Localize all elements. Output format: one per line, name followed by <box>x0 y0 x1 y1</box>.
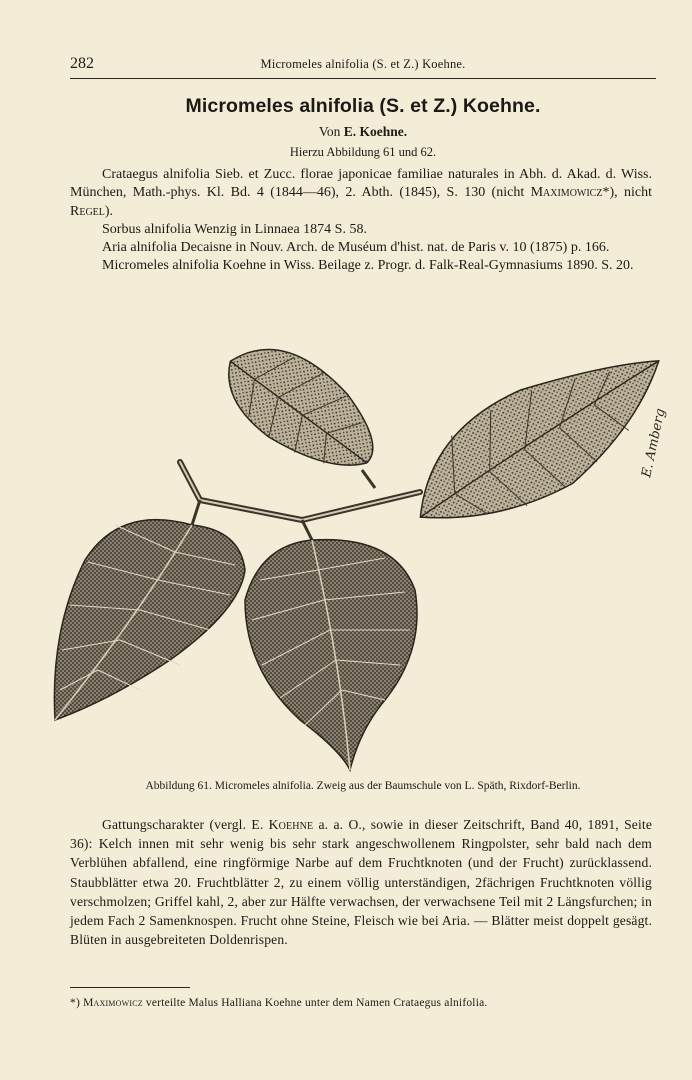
author-small-caps: Maximowicz <box>83 997 143 1009</box>
section-lead: Gattungscharakter <box>102 817 205 832</box>
figure-reference: Hierzu Abbildung 61 und 62. <box>289 145 437 159</box>
leaf-bottom <box>245 540 417 770</box>
branch-stem <box>180 462 420 520</box>
author-name: E. Koehne. <box>343 124 408 139</box>
leaf-right <box>393 347 680 538</box>
footnote-rule <box>70 987 190 988</box>
body-paragraph <box>70 815 652 949</box>
page-number: 282 <box>70 55 94 72</box>
byline <box>70 124 656 140</box>
synonym-entry: Sorbus alnifolia Wenzig in Linnaea 1874 S. 58. <box>102 221 367 237</box>
synonym-entry: Micromeles alnifolia Koehne in Wiss. Beilage z. Progr. d. Falk-Real-Gymnasiums 1890. S. 20. <box>102 258 634 274</box>
synonym-list <box>70 166 652 276</box>
header-rule <box>70 78 656 79</box>
artist-signature: E. Amberg <box>639 407 669 479</box>
running-head <box>70 55 656 75</box>
author-small-caps: Koehne <box>268 817 314 832</box>
running-title: Micromeles alnifolia (S. et Z.) Koehne. <box>260 57 466 71</box>
synonym-entry <box>70 166 652 221</box>
synonym-text: Crataegus alnifolia Sieb. et Zucc. florae japonicae familiae naturales in Abh. d. Akad. d. Wiss. München, Math.-phys. Kl. Bd. 4 (1844—46), 2. Abth. (1845), S. 130 (nicht <box>70 167 652 201</box>
article-title: Micromeles alnifolia (S. et Z.) Koehne. <box>185 95 541 117</box>
body-text: a. a. O., sowie in dieser Zeitschrift, Band 40, 1891, Seite 36): Kelch innen mit sehr wenig bis sehr stark angeschwollenem Ringpolster, sehr bald nach dem Verblühen abfallend, eine ringförmige Narbe auf dem Fruchtknoten (und der Frucht) zurücklassend. Staubblätter etwa 20. Fruchtblätter 2, zu einem völlig unterständigen, 2fächrigen Fruchtknoten völlig verschmolzen; Griffel kahl, 2, aber zur Hälfte verwachsen, der verwachsene Teil mit 2 Längsfurchen; in jedem Fach 2 Samenknospen. Frucht ohne Steine, Fleisch wie bei Aria. — Blätter meist doppelt gesägt. Blüten in ausgebreiteten Doldenrispen. <box>70 817 653 948</box>
footnote-marker: *) <box>70 997 80 1009</box>
author-small-caps: Maximowicz <box>530 185 603 201</box>
synonym-entry: Aria alnifolia Decaisne in Nouv. Arch. de Muséum d'hist. nat. de Paris v. 10 (1875) p. 166. <box>102 240 610 256</box>
synonym-text: *), nicht <box>602 185 652 201</box>
body-text: (vergl. E. <box>204 817 269 832</box>
byline-prefix: Von <box>318 124 341 139</box>
synonym-text: ). <box>104 203 114 219</box>
author-small-caps: Regel <box>70 203 105 219</box>
figure-caption: Abbildung 61. Micromeles alnifolia. Zweig aus der Baumschule von L. Späth, Rixdorf-Berlin. <box>145 780 581 792</box>
footnote-text: verteilte Malus Halliana Koehne unter dem Namen Crataegus alnifolia. <box>142 997 488 1009</box>
leaf-left <box>54 520 245 720</box>
footnote <box>70 997 656 1009</box>
leaf-branch-illustration <box>40 330 680 775</box>
leaf-top <box>207 330 395 492</box>
